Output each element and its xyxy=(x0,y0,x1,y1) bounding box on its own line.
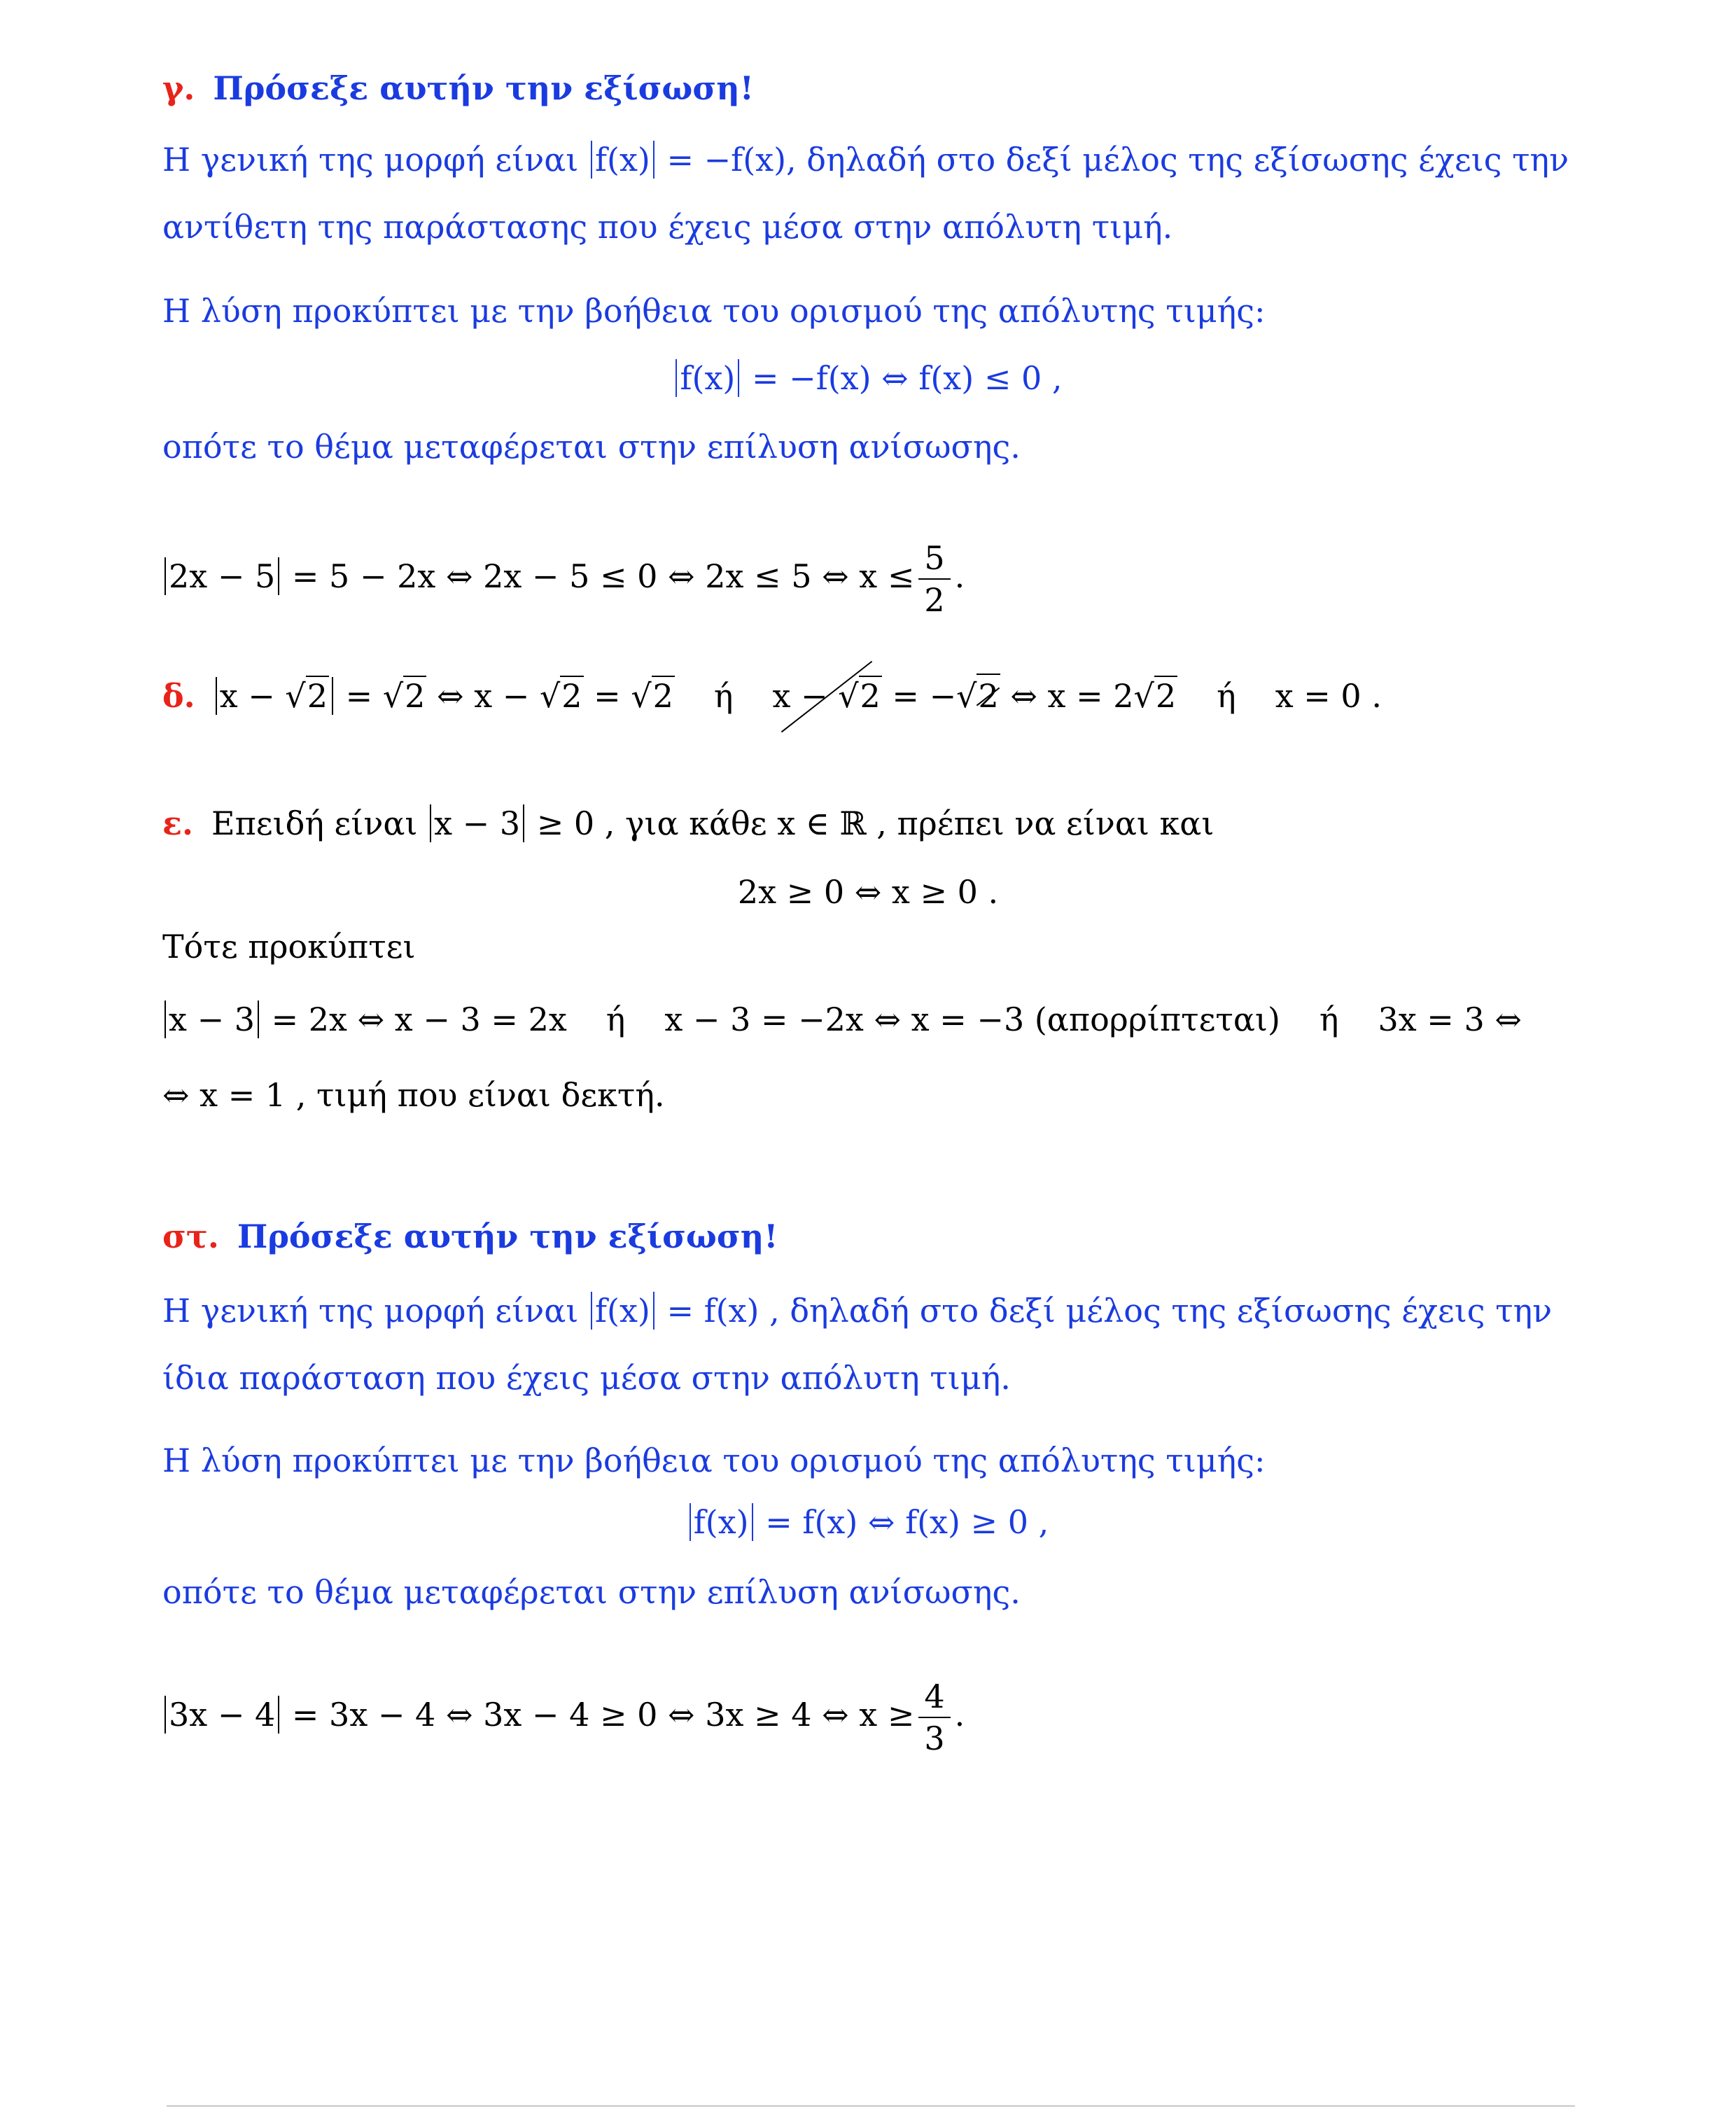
st-def-rest: = f(x) ⇔ f(x) ≥ 0 , xyxy=(755,1503,1049,1541)
delta-label: δ. xyxy=(162,677,195,715)
gamma-fraction xyxy=(918,538,950,620)
gamma-l1-text-a: Η γενική της μορφή είναι xyxy=(162,141,589,179)
delta-root-4: 2 xyxy=(860,677,881,715)
st-equation xyxy=(162,1676,965,1757)
delta-cancel-1 xyxy=(772,675,881,717)
epsilon-l4-text-a: = 2x ⇔ x − 3 = 2x xyxy=(261,1000,567,1038)
st-frac-den: 3 xyxy=(924,1720,945,1757)
st-line-2: ίδια παράσταση που έχεις μέσα στην απόλυτη τιμή. xyxy=(162,1359,1011,1397)
epsilon-l4-abs: x − 3 xyxy=(164,1000,259,1038)
gamma-eq-abs: 2x − 5 xyxy=(164,557,279,595)
delta-root-3: 2 xyxy=(652,677,673,715)
delta-root-5: 2 xyxy=(976,674,1000,717)
epsilon-l1-text-a: Επειδή είναι xyxy=(211,804,428,842)
st-l1-text-a: Η γενική της μορφή είναι xyxy=(162,1292,589,1330)
st-fraction xyxy=(918,1676,950,1759)
gamma-heading xyxy=(162,67,754,109)
epsilon-l4-text-c: 3x = 3 ⇔ xyxy=(1378,1000,1522,1038)
delta-root-6: 2 xyxy=(1155,677,1177,715)
gamma-frac-den: 2 xyxy=(924,581,945,619)
epsilon-l1-text-b: ≥ 0 , για κάθε x ∈ ℝ , πρέπει να είναι και xyxy=(526,804,1214,842)
gamma-equation xyxy=(162,538,965,619)
epsilon-l1-abs: x − 3 xyxy=(430,804,524,842)
st-heading-text: Πρόσεξε αυτήν την εξίσωση! xyxy=(237,1218,778,1255)
epsilon-line-4 xyxy=(162,998,1522,1040)
gamma-eq-rest: = 5 − 2x ⇔ 2x − 5 ≤ 0 ⇔ 2x ≤ 5 ⇔ x ≤ xyxy=(281,557,915,595)
st-l1-abs: f(x) xyxy=(591,1292,654,1330)
gamma-heading-text: Πρόσεξε αυτήν την εξίσωση! xyxy=(213,69,754,107)
gamma-l1-text-b: = −f(x), δηλαδή στο δεξί μέλος της εξίσωσης έχεις την xyxy=(656,141,1569,179)
st-eq-end: . xyxy=(954,1696,965,1734)
gamma-line-3: Η λύση προκύπτει με την βοήθεια του ορισμού της απόλυτης τιμής: xyxy=(162,292,1266,330)
delta-or-1: ή xyxy=(713,677,734,715)
epsilon-line-1 xyxy=(162,802,1214,844)
gamma-line-2: αντίθετη της παράστασης που έχεις μέσα στην απόλυτη τιμή. xyxy=(162,208,1173,246)
epsilon-line-3: Τότε προκύπτει xyxy=(162,928,416,965)
st-l1-text-b: = f(x) , δηλαδή στο δεξί μέλος της εξίσωσης έχεις την xyxy=(656,1292,1553,1330)
delta-root-1: 2 xyxy=(405,677,426,715)
delta-abs-root: 2 xyxy=(307,677,328,715)
epsilon-line-5: ⇔ x = 1 , τιμή που είναι δεκτή. xyxy=(162,1076,665,1114)
delta-iff-2: ⇔ x = 2√ xyxy=(1000,677,1154,715)
footer-rule xyxy=(167,2105,1575,2107)
delta-eq-minus: = −√ xyxy=(881,677,977,715)
epsilon-label: ε. xyxy=(162,804,193,842)
st-definition xyxy=(0,1501,1736,1543)
delta-eq-2: = √ xyxy=(583,677,652,715)
gamma-frac-num: 5 xyxy=(918,538,950,580)
st-eq-abs: 3x − 4 xyxy=(164,1696,279,1734)
gamma-line-5: οπότε το θέμα μεταφέρεται στην επίλυση ανίσωσης. xyxy=(162,428,1021,466)
gamma-definition xyxy=(0,357,1736,399)
st-def-abs: f(x) xyxy=(690,1503,753,1541)
st-label: στ. xyxy=(162,1218,219,1255)
st-frac-num: 4 xyxy=(918,1676,950,1718)
gamma-label: γ. xyxy=(162,69,195,107)
delta-equation xyxy=(162,674,1382,716)
gamma-eq-end: . xyxy=(954,557,965,595)
epsilon-l4-or-1: ή xyxy=(606,1000,626,1038)
delta-root-2: 2 xyxy=(561,677,582,715)
epsilon-l4-text-b: x − 3 = −2x ⇔ x = −3 (απορρίπτεται) xyxy=(664,1000,1280,1038)
st-line-5: οπότε το θέμα μεταφέρεται στην επίλυση ανίσωσης. xyxy=(162,1573,1021,1611)
gamma-line-1 xyxy=(162,139,1569,181)
delta-last: x = 0 . xyxy=(1275,677,1382,715)
st-heading xyxy=(162,1215,778,1257)
epsilon-line-2: 2x ≥ 0 ⇔ x ≥ 0 . xyxy=(737,873,999,911)
delta-abs-pre: x − √ xyxy=(219,677,306,715)
gamma-def-abs: f(x) xyxy=(676,359,739,397)
st-eq-rest: = 3x − 4 ⇔ 3x − 4 ≥ 0 ⇔ 3x ≥ 4 ⇔ x ≥ xyxy=(281,1696,915,1734)
delta-abs xyxy=(216,677,333,715)
gamma-l1-abs: f(x) xyxy=(591,141,654,179)
delta-eq: = √ xyxy=(335,677,404,715)
st-line-3: Η λύση προκύπτει με την βοήθεια του ορισμού της απόλυτης τιμής: xyxy=(162,1442,1266,1479)
gamma-def-rest: = −f(x) ⇔ f(x) ≤ 0 , xyxy=(741,359,1063,397)
st-line-1 xyxy=(162,1290,1552,1332)
delta-iff-1: ⇔ x − √ xyxy=(426,677,561,715)
delta-x-minus: x − √ xyxy=(772,677,859,715)
delta-or-2: ή xyxy=(1217,677,1236,715)
epsilon-l4-or-2: ή xyxy=(1319,1000,1339,1038)
